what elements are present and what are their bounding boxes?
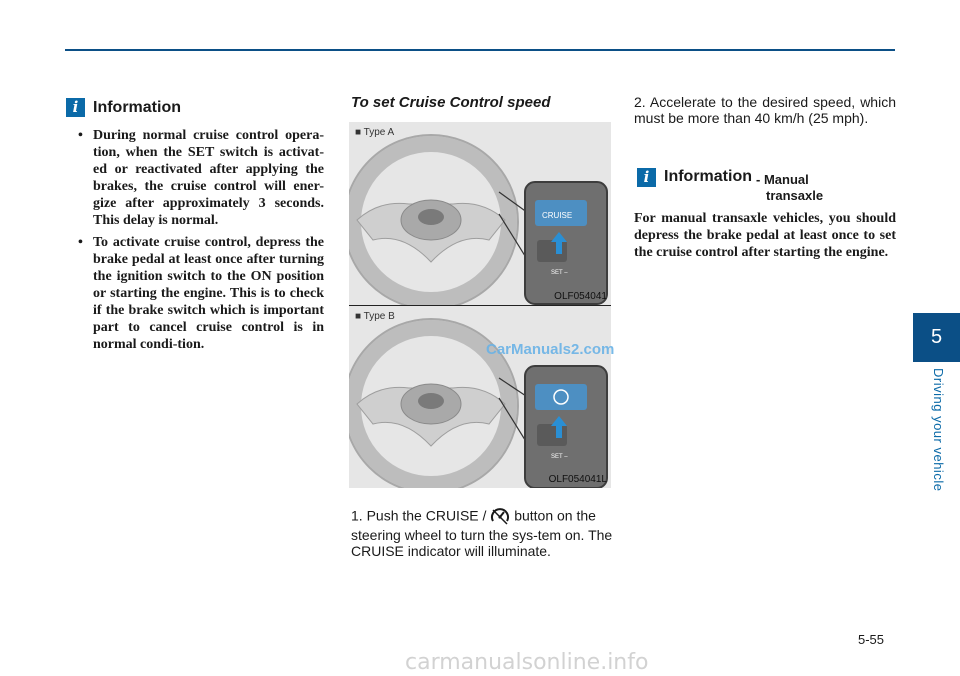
info-title: Information bbox=[664, 168, 752, 185]
figure-code: OLF054041L bbox=[548, 474, 607, 485]
info-icon: i bbox=[637, 168, 656, 187]
figure-code: OLF054041 bbox=[554, 291, 607, 302]
site-watermark: carmanualsonline.info bbox=[405, 650, 649, 675]
cruise-button-label: CRUISE bbox=[542, 211, 573, 220]
info-subtitle-line: transaxle bbox=[766, 188, 824, 203]
figure-type-a bbox=[349, 122, 611, 305]
steering-wheel-illustration bbox=[349, 122, 611, 305]
step-text-after: button on the steering wheel to turn the sys-tem on. The CRUISE indicator will illuminate. bbox=[351, 507, 613, 559]
section-heading: To set Cruise Control speed bbox=[351, 94, 551, 111]
step-text-before: Push the CRUISE / bbox=[366, 507, 487, 524]
figure-label: ■ Type A bbox=[355, 127, 395, 138]
info-title: Information bbox=[93, 98, 181, 116]
step-1 bbox=[351, 507, 613, 559]
step-2 bbox=[634, 94, 896, 126]
figure-label: ■ Type B bbox=[355, 311, 395, 322]
cruise-icon bbox=[490, 507, 510, 527]
step-text: Accelerate to the desired speed, which must be more than 40 km/h (25 mph). bbox=[634, 94, 896, 126]
chapter-title: Driving your vehicle bbox=[931, 368, 946, 492]
figure-type-b bbox=[349, 306, 611, 488]
step-number: 1. bbox=[351, 507, 363, 524]
figure-watermark: CarManuals2.com bbox=[486, 341, 615, 358]
header-rule bbox=[65, 49, 895, 51]
info-icon: i bbox=[66, 98, 85, 117]
chapter-tab: 5 bbox=[913, 313, 960, 362]
info-note: For manual transaxle vehicles, you should depress the brake pedal at least once to set the cruise control after starting the engine. bbox=[634, 211, 896, 260]
set-label: SET – bbox=[551, 454, 568, 460]
info-heading-left bbox=[66, 98, 181, 117]
step-number: 2. bbox=[634, 94, 646, 110]
set-label: SET – bbox=[551, 270, 568, 276]
info-subtitle-line: - Manual bbox=[756, 172, 809, 187]
info-bullet-list bbox=[78, 127, 324, 358]
page-number: 5-55 bbox=[858, 632, 885, 647]
info-bullet: • To activate cruise control, depress the brake pedal at least once after turning the ignition switch to the ON position or starting the engine. This is to check if the brake switch which is important part to cancel cruise control is in normal condi-tion. bbox=[78, 234, 324, 353]
info-subtitle bbox=[756, 172, 823, 204]
info-bullet: • During normal cruise control opera-tion, when the SET switch is activat-ed or reactivated after applying the brakes, the cruise control will ener-gize after approximately 3 seconds. This delay is normal. bbox=[78, 127, 324, 229]
info-heading-right bbox=[637, 168, 823, 204]
steering-wheel-illustration bbox=[349, 306, 611, 488]
